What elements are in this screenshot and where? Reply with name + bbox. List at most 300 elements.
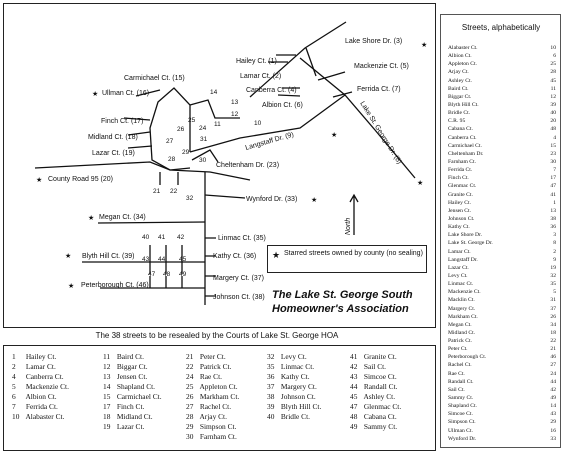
reseal-number: 10 [12,412,20,421]
street-index-item [448,85,556,93]
reseal-row [350,402,401,412]
reseal-number: 28 [186,412,194,421]
reseal-column-5 [350,352,401,432]
reseal-street-name: Biggar Ct. [115,362,148,371]
reseal-column-4 [267,352,321,422]
street-index-number: 21 [550,346,556,353]
street-index-name: Jensen Ct. [448,207,471,214]
street-index-item [448,150,556,158]
star-peterborough: ★ [68,283,75,290]
street-index-number: 22 [550,338,556,345]
reseal-street-name: Jensen Ct. [115,372,148,381]
street-index-item [448,117,556,125]
street-index-number: 20 [550,118,556,125]
street-index-number: 1 [553,199,556,206]
street-index-name: Finch Ct. [448,175,469,182]
reseal-number: 2 [12,362,16,371]
star-wynford: ★ [311,197,318,204]
reseal-street-name: Mackenzie Ct. [24,382,69,391]
reseal-number: 14 [103,382,111,391]
street-index-number: 43 [550,411,556,418]
reseal-number: 15 [103,392,111,401]
reseal-row [350,382,401,392]
reseal-row [267,392,321,402]
street-index-name: Farnham Ct. [448,158,476,165]
reseal-number: 25 [186,382,194,391]
reseal-row [186,382,239,392]
street-index-name: Midland Ct. [448,329,476,336]
street-index-item [448,272,556,280]
label-albion: Albion Ct. (6) [262,102,303,109]
reseal-number: 32 [267,352,275,361]
reseal-row [103,362,162,372]
reseal-number: 7 [12,402,16,411]
reseal-street-name: Simcoe Ct. [362,372,397,381]
reseal-row [186,432,239,442]
label-johnson: Johnson Ct. (38) [213,294,265,301]
street-index-number: 32 [550,272,556,279]
street-index-item [448,182,556,190]
reseal-row [12,362,69,372]
street-index-name: Granite Ct. [448,191,473,198]
star-langstaff: ★ [331,132,338,139]
street-index-item [448,313,556,321]
street-index-name: Sammy Ct. [448,395,474,402]
street-index-item [448,296,556,304]
street-index-number: 46 [550,354,556,361]
num-10: 10 [254,120,262,127]
street-index-item [448,386,556,394]
label-peterborough: Peterborough Ct. (46) [81,282,149,289]
street-index-number: 4 [553,134,556,141]
street-index-number: 9 [553,256,556,263]
reseal-number: 47 [350,402,358,411]
street-index-number: 23 [550,150,556,157]
reseal-street-name: Markham Ct. [198,392,240,401]
street-index-name: Appleton Ct. [448,61,477,68]
street-index-name: Macklin Ct. [448,297,475,304]
reseal-row [12,382,69,392]
street-index-item [448,264,556,272]
street-index-item [448,191,556,199]
street-index-name: Hailey Ct. [448,199,471,206]
street-index-number: 16 [550,427,556,434]
reseal-row [186,422,239,432]
reseal-number: 43 [350,372,358,381]
street-index-number: 47 [550,183,556,190]
street-index-number: 40 [550,110,556,117]
street-index-name: Johnson Ct. [448,215,475,222]
street-index-item [448,370,556,378]
street-index-item [448,329,556,337]
reseal-row [350,392,401,402]
street-index-name: Langstaff Dr. [448,256,478,263]
reseal-number: 37 [267,382,275,391]
reseal-street-name: Finch Ct. [115,402,145,411]
street-index-number: 12 [550,93,556,100]
reseal-number: 40 [267,412,275,421]
reseal-street-name: Albion Ct. [24,392,57,401]
reseal-row [186,412,239,422]
reseal-row [350,412,401,422]
street-index-item [448,256,556,264]
num-11: 11 [214,121,221,128]
star-blyth-hill: ★ [65,253,72,260]
reseal-number: 35 [267,362,275,371]
street-index-number: 29 [550,419,556,426]
reseal-street-name: Blyth Hill Ct. [279,402,322,411]
street-index-item [448,166,556,174]
num-45: 45 [179,256,187,263]
street-index-list [448,44,556,443]
street-index-number: 48 [550,126,556,133]
reseal-number: 11 [103,352,111,361]
street-index-number: 31 [550,297,556,304]
num-30: 30 [199,157,207,164]
reseal-number: 19 [103,422,111,431]
reseal-street-name: Shapland Ct. [115,382,156,391]
street-index-item [448,435,556,443]
street-index-number: 36 [550,224,556,231]
street-index-number: 18 [550,329,556,336]
reseal-street-name: Sail Ct. [362,362,387,371]
street-index-number: 33 [550,435,556,442]
street-index-number: 10 [550,45,556,51]
reseal-row [267,412,321,422]
street-index-number: 37 [550,305,556,312]
street-index-name: Rae Ct. [448,370,465,377]
reseal-number: 29 [186,422,194,431]
reseal-street-name: Carmichael Ct. [115,392,162,401]
street-index-name: Sail Ct. [448,386,465,393]
street-index-name: Alabaster Ct. [448,45,478,51]
street-index-number: 28 [550,69,556,76]
street-index-number: 3 [553,232,556,239]
reseal-number: 21 [186,352,194,361]
reseal-row [103,422,162,432]
reseal-row [12,372,69,382]
street-index-item [448,418,556,426]
reseal-row [12,412,69,422]
street-index-number: 13 [550,207,556,214]
num-27: 27 [166,138,174,145]
reseal-street-name: Arjay Ct. [198,412,227,421]
reseal-number: 48 [350,412,358,421]
reseal-street-name: Lazar Ct. [115,422,145,431]
reseal-row [186,362,239,372]
star-lake-shore: ★ [421,42,428,49]
street-index-number: 8 [553,240,556,247]
street-index-number: 6 [553,53,556,60]
reseal-street-name: Randall Ct. [362,382,398,391]
north-label: North [345,217,352,235]
label-lamar: Lamar Ct. (2) [240,73,282,80]
street-index-item [448,394,556,402]
map-title-line2: Homeowner's Association [272,303,409,315]
street-index-number: 26 [550,313,556,320]
street-index-name: Baird Ct. [448,85,469,92]
reseal-number: 41 [350,352,358,361]
reseal-row [103,392,162,402]
num-49: 49 [179,271,187,278]
street-index-number: 17 [550,175,556,182]
reseal-street-name: Linmac Ct. [279,362,315,371]
num-43: 43 [142,256,150,263]
street-index-item [448,231,556,239]
reseal-row [103,402,162,412]
num-32: 32 [186,195,194,202]
reseal-street-name: Lamar Ct. [24,362,56,371]
street-index-item [448,345,556,353]
street-index-name: Cabana Ct. [448,126,473,133]
reseal-street-name: Appleton Ct. [198,382,238,391]
reseal-row [350,362,401,372]
reseal-street-name: Rachel Ct. [198,402,232,411]
street-index-item [448,44,556,52]
reseal-number: 6 [12,392,16,401]
reseal-column-3 [186,352,239,442]
reseal-number: 27 [186,402,194,411]
street-index-item [448,199,556,207]
num-26: 26 [177,126,185,133]
num-41: 41 [158,234,166,241]
reseal-number: 12 [103,362,111,371]
street-index-name: Cheltenham Dr. [448,150,484,157]
street-index-name: Arjay Ct. [448,69,469,76]
street-index-name: Bridle Ct. [448,110,471,117]
reseal-street-name: Levy Ct. [279,352,307,361]
street-index-item [448,248,556,256]
street-index-number: 27 [550,362,556,369]
num-29: 29 [182,149,190,156]
reseal-row [350,352,401,362]
reseal-number: 49 [350,422,358,431]
street-index-number: 42 [550,386,556,393]
reseal-number: 17 [103,402,111,411]
reseal-number: 18 [103,412,111,421]
street-index-name: Shapland Ct. [448,403,477,410]
reseal-number: 26 [186,392,194,401]
street-index-item [448,280,556,288]
street-index-name: Randall Ct. [448,378,474,385]
star-ullman: ★ [92,91,99,98]
street-index-number: 11 [550,85,556,92]
reseal-street-name: Kathy Ct. [279,372,310,381]
street-index-item [448,207,556,215]
street-index-item [448,77,556,85]
street-index-name: C.R. 95 [448,118,466,125]
street-index-item [448,68,556,76]
reseal-row [103,412,162,422]
num-14: 14 [210,89,218,96]
label-hailey: Hailey Ct. (1) [236,58,277,65]
street-index-item [448,158,556,166]
street-index-name: Lamar Ct. [448,248,471,255]
street-index-title: Streets, alphabetically [461,23,541,32]
street-index-item [448,215,556,223]
num-13: 13 [231,99,239,106]
street-index-item [448,337,556,345]
road-right-courts [205,238,216,296]
reseal-number: 36 [267,372,275,381]
street-index-name: Levy Ct. [448,272,468,279]
reseal-street-name: Sammy Ct. [362,422,398,431]
reseal-street-name: Glenmac Ct. [362,402,402,411]
reseal-row [103,352,162,362]
reseal-street-name: Canberra Ct. [24,372,64,381]
reseal-number: 4 [12,372,16,381]
label-wynford: Wynford Dr. (33) [246,196,298,203]
num-48: 48 [163,271,171,278]
street-index-name: Ullman Ct. [448,427,473,434]
street-index-number: 38 [550,215,556,222]
label-linmac: Linmac Ct. (35) [218,235,266,242]
num-47: 47 [148,271,156,278]
star-megan: ★ [88,215,95,222]
reseal-row [186,402,239,412]
reseal-row [267,382,321,392]
map-title [272,288,432,316]
street-index-name: Linmac Ct. [448,281,474,288]
reseal-row [186,352,239,362]
street-index-number: 30 [550,158,556,165]
street-index-name: Margery Ct. [448,305,476,312]
label-kathy: Kathy Ct. (36) [213,253,257,260]
street-index-name: Simcoe Ct. [448,411,473,418]
street-index-name: Peter Ct. [448,346,468,353]
street-index-item [448,402,556,410]
reseal-street-name: Peter Ct. [198,352,226,361]
reseal-street-name: Alabaster Ct. [24,412,65,421]
street-index-item [448,109,556,117]
street-index-name: Biggar Ct. [448,93,472,100]
street-index-name: Ferrida Ct. [448,167,473,174]
star-county-road: ★ [36,177,43,184]
label-finch: Finch Ct. (17) [101,118,144,125]
street-index-number: 34 [550,321,556,328]
label-canberra: Canberra Ct. (4) [246,87,297,94]
street-index-item [448,142,556,150]
reseal-street-name: Farnham Ct. [198,432,237,441]
street-index-number: 2 [553,248,556,255]
street-index-item [448,52,556,60]
reseal-row [267,362,321,372]
num-40: 40 [142,234,150,241]
reseal-number: 24 [186,372,194,381]
reseal-row [186,372,239,382]
reseal-number: 5 [12,382,16,391]
reseal-row [350,422,401,432]
reseal-row [267,372,321,382]
street-index-item [448,427,556,435]
street-index-item [448,378,556,386]
street-index-number: 15 [550,142,556,149]
reseal-street-name: Bridle Ct. [279,412,310,421]
street-index-item [448,60,556,68]
num-42: 42 [177,234,185,241]
reseal-street-name: Patrick Ct. [198,362,232,371]
street-index-item [448,288,556,296]
street-index-name: Ashley Ct. [448,77,472,84]
street-index-number: 35 [550,281,556,288]
legend-text: Starred streets owned by county (no sealing) [284,250,423,257]
label-lazar: Lazar Ct. (19) [92,150,135,157]
street-index-number: 45 [550,77,556,84]
street-index-item [448,101,556,109]
reseal-number: 1 [12,352,16,361]
num-44: 44 [158,256,166,263]
reseal-row [103,382,162,392]
reseal-number: 30 [186,432,194,441]
reseal-number: 39 [267,402,275,411]
num-22: 22 [170,188,178,195]
street-index-item [448,125,556,133]
street-index-name: Wynford Dr. [448,435,477,442]
street-index-name: Lake St. George Dr. [448,240,493,247]
street-index-name: Blyth Hill Ct. [448,101,479,108]
reseal-number: 13 [103,372,111,381]
reseal-street-name: Ferrida Ct. [24,402,58,411]
street-index-name: Carmichael Ct. [448,142,482,149]
road-courts-east [318,72,352,97]
reseal-row [267,352,321,362]
num-12: 12 [231,111,239,118]
street-index-item [448,410,556,418]
star-lake-st-george: ★ [417,180,424,187]
label-midland: Midland Ct. (18) [88,134,138,141]
reseal-column-1 [12,352,69,422]
label-ferrida: Ferrida Ct. (7) [357,86,401,93]
street-index-item [448,223,556,231]
map-legend [267,245,427,273]
reseal-number: 42 [350,362,358,371]
label-carmichael: Carmichael Ct. (15) [124,75,185,82]
reseal-street-name: Midland Ct. [115,412,153,421]
reseal-street-name: Cabana Ct. [362,412,397,421]
reseal-number: 22 [186,362,194,371]
street-index-item [448,305,556,313]
reseal-street-name: Johnson Ct. [279,392,316,401]
street-index-number: 25 [550,61,556,68]
reseal-row [12,392,69,402]
street-index-name: Megan Ct. [448,321,472,328]
label-lake-shore: Lake Shore Dr. (3) [345,38,403,45]
reseal-street-name: Ashley Ct. [362,392,396,401]
street-index-item [448,321,556,329]
label-mackenzie: Mackenzie Ct. (5) [354,63,409,70]
street-index-item [448,353,556,361]
street-index-name: Albion Ct. [448,53,472,60]
label-lake-st-george: Lake St. George Dr. (8) [358,100,403,166]
street-index-number: 14 [550,403,556,410]
num-28: 28 [168,156,176,163]
label-margery: Margery Ct. (37) [213,275,264,282]
num-24: 24 [199,125,207,132]
street-index-number: 19 [550,264,556,271]
reseal-street-name: Rae Ct. [198,372,223,381]
street-index-number: 49 [550,395,556,402]
legend-star-icon: ★ [272,250,281,260]
reseal-street-name: Baird Ct. [115,352,144,361]
street-index-number: 7 [553,167,556,174]
reseal-number: 38 [267,392,275,401]
street-index-item [448,93,556,101]
street-index-name: Kathy Ct. [448,224,470,231]
street-index-name: Canberra Ct. [448,134,477,141]
street-index-name: Patrick Ct. [448,338,472,345]
label-langstaff: Langstaff Dr. (9) [244,131,295,152]
street-index-number: 39 [550,101,556,108]
